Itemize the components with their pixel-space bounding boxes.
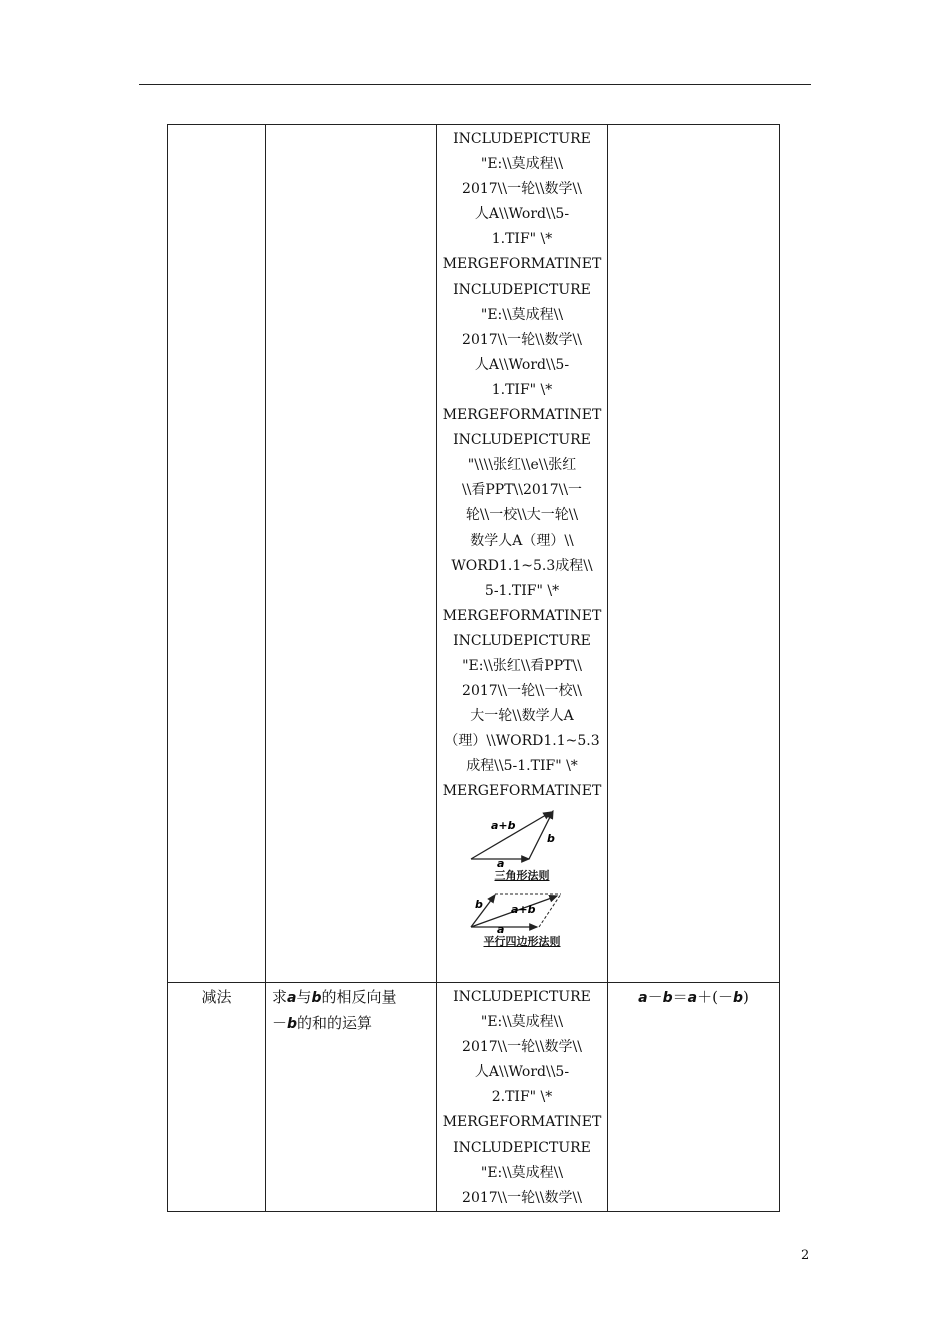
field-code-line: INCLUDEPICTURE <box>453 989 591 1005</box>
field-code-line: "E:\\张红\\看PPT\\ <box>462 657 582 674</box>
vector-b: b <box>662 990 673 1006</box>
parallelogram-rule-caption: 平行四边形法则 <box>483 934 561 948</box>
cell-definition <box>266 125 437 983</box>
triangle-label-a: a <box>497 856 505 867</box>
field-code-line: 轮\\一校\\大一轮\\ <box>465 507 579 524</box>
header-rule <box>139 84 811 85</box>
field-code-line: 1.TIF" \* <box>491 381 553 398</box>
field-code-line: MERGEFORMATINET <box>442 607 602 624</box>
formula-operator: ＝ <box>672 988 688 1006</box>
field-code-line: WORD1.1~5.3成程\\ <box>451 557 593 574</box>
vector-b: b <box>311 990 322 1006</box>
field-code-line: 2.TIF" \* <box>491 1089 553 1106</box>
field-code-line: 数学人A（理）\\ <box>470 532 574 549</box>
field-code-line: INCLUDEPICTURE <box>453 432 591 449</box>
field-code-line: 2017\\一轮\\数学\\ <box>462 1039 582 1056</box>
field-code-block <box>437 983 607 1211</box>
field-code-line: MERGEFORMATINET <box>442 256 602 273</box>
operation-name: 减法 <box>201 988 232 1006</box>
field-code-line: 成程\\5-1.TIF" \* <box>466 758 578 775</box>
field-code-line: \\看PPT\\2017\\一 <box>461 482 583 499</box>
parallelogram-label-sum: a+b <box>511 902 536 916</box>
field-code-line: INCLUDEPICTURE <box>453 1139 591 1156</box>
cell-formula <box>608 125 780 983</box>
table-row-addition <box>168 125 780 983</box>
vector-a: a <box>687 990 698 1006</box>
field-code-line: MERGEFORMATINET <box>442 1114 602 1131</box>
definition-text: 的和的运算 <box>297 1014 373 1032</box>
definition-text: 的相反向量 <box>321 988 397 1006</box>
cell-definition <box>266 983 437 1212</box>
field-code-line: "E:\\莫成程\\ <box>480 156 564 173</box>
field-code-line: MERGEFORMATINET <box>442 407 602 424</box>
cell-formula <box>608 983 780 1212</box>
cell-operation-name <box>168 125 266 983</box>
vector-a: a <box>287 990 297 1006</box>
field-code-block <box>437 125 607 805</box>
operation-definition <box>266 983 436 1039</box>
definition-text: 与 <box>296 988 312 1006</box>
cell-figure <box>437 125 608 983</box>
cell-operation-name <box>168 983 266 1212</box>
vector-b: b <box>287 1016 298 1032</box>
triangle-rule-diagram <box>467 805 577 867</box>
triangle-label-b: b <box>547 831 555 845</box>
parallelogram-label-a: a <box>497 922 505 933</box>
field-code-line: 人A\\Word\\5- <box>474 206 570 223</box>
field-code-line: 2017\\一轮\\一校\\ <box>462 683 582 700</box>
vector-operations-table <box>167 124 780 1212</box>
field-code-line: INCLUDEPICTURE <box>453 632 591 649</box>
parallelogram-label-b: b <box>475 897 483 911</box>
formula-operator: ) <box>743 988 749 1006</box>
field-code-line: "E:\\莫成程\\ <box>480 1014 564 1031</box>
definition-text: － <box>272 1014 288 1032</box>
field-code-line: 大一轮\\数学人A <box>470 708 574 725</box>
formula-operator: ＋(－ <box>697 988 733 1006</box>
field-code-line: 人A\\Word\\5- <box>474 356 570 373</box>
field-code-line: 5-1.TIF" \* <box>484 582 560 599</box>
table-row-subtraction <box>168 983 780 1212</box>
page-number: 2 <box>801 1248 810 1263</box>
field-code-line: "E:\\莫成程\\ <box>480 306 564 323</box>
subtraction-formula <box>608 983 779 1013</box>
field-code-line: 2017\\一轮\\数学\\ <box>462 1189 582 1206</box>
triangle-label-sum: a+b <box>491 818 516 832</box>
field-code-line: 2017\\一轮\\数学\\ <box>462 181 582 198</box>
field-code-line: 人A\\Word\\5- <box>474 1064 570 1081</box>
parallelogram-rule-diagram <box>467 889 577 933</box>
definition-text: 求 <box>272 988 288 1006</box>
triangle-rule-caption: 三角形法则 <box>494 868 550 882</box>
field-code-line: （理）\\WORD1.1~5.3 <box>444 733 600 750</box>
cell-figure <box>437 983 608 1212</box>
field-code-line: INCLUDEPICTURE <box>453 131 591 147</box>
field-code-line: "E:\\莫成程\\ <box>480 1164 564 1181</box>
formula-operator: － <box>647 988 663 1006</box>
field-code-line: 2017\\一轮\\数学\\ <box>462 331 582 348</box>
field-code-line: MERGEFORMATINET <box>442 783 602 800</box>
field-code-line: 1.TIF" \* <box>491 231 553 248</box>
field-code-line: INCLUDEPICTURE <box>453 281 591 298</box>
vector-b: b <box>732 990 743 1006</box>
field-code-line: "\\\\张红\\e\\张红 <box>467 457 577 474</box>
vector-a: a <box>638 990 648 1006</box>
